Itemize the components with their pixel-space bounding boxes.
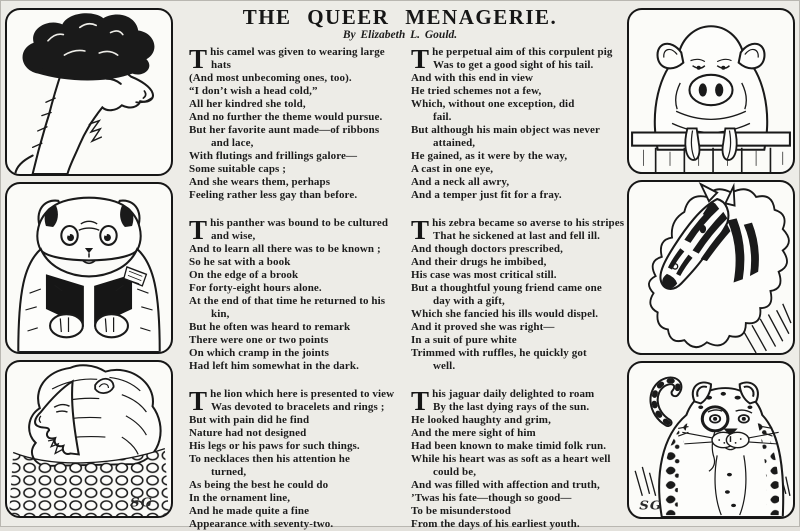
poem-line: And a neck all awry, xyxy=(411,176,510,188)
poem-line: His legs or his paws for such things. xyxy=(189,440,360,452)
page-title: THE QUEER MENAGERIE. xyxy=(242,5,558,29)
poem-zebra xyxy=(411,215,625,373)
poem-line: So he sat with a book xyxy=(189,256,291,268)
pig-panel xyxy=(627,8,795,174)
poem-line: But with pain did he find xyxy=(189,414,310,426)
poem-pig xyxy=(411,46,620,202)
poem-line: On the edge of a brook xyxy=(189,269,299,281)
jaguar-illustration xyxy=(629,363,793,517)
poem-line: But he often was heard to remark xyxy=(189,321,351,333)
poem-line: And their drugs he imbibed, xyxy=(411,256,547,268)
poem-line: Which she fancied his ills would dispel. xyxy=(411,308,599,320)
poem-line: And no further the theme would pursue. xyxy=(189,111,383,123)
artist-signature: SG xyxy=(130,495,154,511)
poem-line: he perpetual aim of this corpulent pig xyxy=(432,46,613,58)
poem-columns xyxy=(178,42,625,531)
poem-line: And it proved she was right— xyxy=(411,321,555,333)
poem-line: But a thoughtful young friend came one xyxy=(411,282,602,294)
poem-line: Appearance with seventy-two. xyxy=(189,518,334,530)
camel-panel xyxy=(5,8,173,176)
pig-illustration xyxy=(629,10,793,172)
drop-cap: T xyxy=(411,386,430,416)
poem-line: turned, xyxy=(211,466,247,478)
poem-lion xyxy=(189,388,398,531)
poem-line: day with a gift, xyxy=(433,295,505,307)
drop-cap: T xyxy=(189,215,208,245)
poem-line: and wise, xyxy=(211,230,256,242)
right-text-column xyxy=(400,44,625,531)
poem-line: hats xyxy=(211,59,231,71)
panther-illustration xyxy=(7,184,171,352)
poem-line: attained, xyxy=(433,137,476,149)
jaguar-panel xyxy=(627,361,795,519)
poem-line: And he made quite a fine xyxy=(189,505,310,517)
poem-line: (And most unbecoming ones, too). xyxy=(189,72,352,84)
left-illustration-column xyxy=(0,0,178,527)
poem-line: Was devoted to bracelets and rings ; xyxy=(211,401,385,413)
drop-cap: T xyxy=(189,44,208,74)
camel-illustration xyxy=(7,10,171,174)
poem-line: well. xyxy=(433,360,456,372)
poem-lines xyxy=(411,46,620,202)
poem-line: Nature had not designed xyxy=(189,427,307,439)
poem-line: At the end of that time he returned to his xyxy=(189,295,386,307)
poem-line: And was filled with affection and truth, xyxy=(411,479,600,491)
poem-line: Had left him somewhat in the dark. xyxy=(189,360,359,372)
poem-line: With flutings and frillings galore— xyxy=(189,150,358,162)
poem-line: And a temper just fit for a fray. xyxy=(411,189,562,201)
poem-lines xyxy=(189,388,398,531)
lion-panel xyxy=(5,360,173,518)
poem-line: By the last dying rays of the sun. xyxy=(433,401,590,413)
poem-line: he lion which here is presented to view xyxy=(210,388,395,400)
poem-line: his camel was given to wearing large xyxy=(210,46,385,58)
poem-line: And to learn all there was to be known ; xyxy=(189,243,381,255)
zebra-illustration xyxy=(629,182,793,353)
poem-lines xyxy=(189,217,398,373)
lion-illustration xyxy=(7,362,171,516)
poem-line: But although his main object was never xyxy=(411,124,600,136)
poem-line: fail. xyxy=(433,111,452,123)
poem-line: On which cramp in the joints xyxy=(189,347,330,359)
poem-line: A cast in one eye, xyxy=(411,163,494,175)
poem-line: And though doctors prescribed, xyxy=(411,243,563,255)
byline: By Elizabeth L. Gould. xyxy=(342,29,458,41)
poem-line: Which, without one exception, did xyxy=(411,98,575,110)
poem-line: He looked haughty and grim, xyxy=(411,414,551,426)
poem-line: ’Twas his fate—though so good— xyxy=(411,492,572,504)
poem-line: And the mere sight of him xyxy=(411,427,536,439)
poem-line: his jaguar daily delighted to roam xyxy=(432,388,595,400)
panther-panel xyxy=(5,182,173,354)
drop-cap: T xyxy=(189,386,208,416)
poem-lines xyxy=(189,46,398,202)
zebra-panel xyxy=(627,180,795,355)
poem-line: Had been known to make timid folk run. xyxy=(411,440,607,452)
page-header xyxy=(178,0,622,42)
poem-line: He gained, as it were by the way, xyxy=(411,150,568,162)
poem-line: All her kindred she told, xyxy=(189,98,306,110)
poem-line: And with this end in view xyxy=(411,72,534,84)
poem-jaguar xyxy=(411,388,620,531)
poem-line: From the days of his earliest youth. xyxy=(411,518,580,530)
poem-line: Some suitable caps ; xyxy=(189,163,287,175)
poem-camel xyxy=(189,46,398,202)
poem-line: That he sickened at last and fell ill. xyxy=(433,230,600,242)
poem-line: In the ornament line, xyxy=(189,492,291,504)
poem-line: And she wears them, perhaps xyxy=(189,176,331,188)
poem-line: and lace, xyxy=(211,137,254,149)
poem-line: Trimmed with ruffles, he quickly got xyxy=(411,347,587,359)
poem-line: To be misunderstood xyxy=(411,505,511,517)
left-text-column xyxy=(178,46,400,531)
drop-cap: T xyxy=(411,44,430,74)
poem-line: his panther was bound to be cultured xyxy=(210,217,389,229)
poem-line: As being the best he could do xyxy=(189,479,329,491)
poem-line: His case was most critical still. xyxy=(411,269,557,281)
drop-cap: T xyxy=(411,215,430,245)
page-center xyxy=(178,0,625,530)
poem-line: To necklaces then his attention he xyxy=(189,453,350,465)
poem-line: While his heart was as soft as a heart well xyxy=(411,453,611,465)
poem-line: Feeling rather less gay than before. xyxy=(189,189,358,201)
poem-line: Was to get a good sight of his tail. xyxy=(433,59,594,71)
poem-line: There were one or two points xyxy=(189,334,329,346)
poem-line: For forty-eight hours alone. xyxy=(189,282,322,294)
poem-line: “I don’t wish a head cold,” xyxy=(189,85,318,97)
poem-line: kin, xyxy=(211,308,230,320)
poem-lines xyxy=(411,388,620,531)
poem-line: But her favorite aunt made—of ribbons xyxy=(189,124,380,136)
poem-line: He tried schemes not a few, xyxy=(411,85,542,97)
poem-panther xyxy=(189,217,398,373)
poem-lines xyxy=(411,217,625,373)
poem-line: his zebra became so averse to his stripes xyxy=(432,217,625,229)
artist-signature: SG xyxy=(639,498,663,514)
poem-line: could be, xyxy=(433,466,477,478)
poem-line: In a suit of pure white xyxy=(411,334,517,346)
right-illustration-column xyxy=(622,0,800,527)
